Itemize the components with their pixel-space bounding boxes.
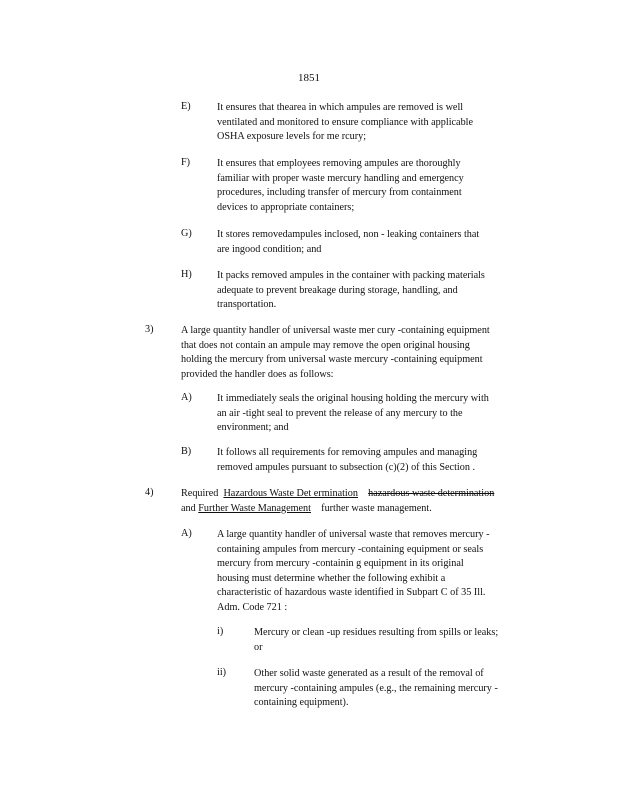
text-line: housing must determine whether the following exhibit a [217, 572, 446, 584]
text-line: Mercury or clean -up residues resulting from spills or leaks; [254, 627, 499, 638]
section-label-4: 4) [145, 487, 154, 498]
heading-rest: further waste management. [321, 502, 432, 514]
item-label-4aii: ii) [217, 667, 227, 678]
heading-required: Required [181, 488, 219, 499]
section-label-3: 3) [145, 324, 154, 335]
text-line: mercury -containing ampules (e.g., the remaining mercury - [254, 682, 498, 694]
item-label-4ai: i) [217, 626, 224, 637]
text-line: It immediately seals the original housing holding the mercury with [217, 393, 489, 404]
inserted-title: Hazardous Waste Det ermination [223, 488, 358, 499]
item-text-g [217, 228, 527, 257]
text-line: procedures, including transfer of mercury from containment [217, 187, 462, 198]
text-line: removed ampules pursuant to subsection (c)(2) of this Section . [217, 461, 476, 473]
text-line: holding the mercury from universal waste mercury -containing equipment [181, 354, 483, 365]
text-line: OSHA exposure levels for me rcury; [217, 131, 367, 142]
inserted-further: Further Waste Management [198, 502, 311, 514]
section-text-3 [181, 324, 536, 382]
item-text-3b [217, 446, 522, 475]
item-text-h [217, 269, 527, 313]
text-line: are ingood condition; and [217, 243, 322, 255]
text-line: containing equipment). [254, 697, 349, 708]
text-line: mercury from mercury -containin g equipment in its original [217, 558, 464, 569]
text-line: A large quantity handler of universal waste mer cury -containing equipment [181, 325, 490, 336]
text-line: Other solid waste generated as a result of the removal of [254, 668, 484, 679]
text-line: transportation. [217, 299, 277, 310]
item-label-h: H) [181, 269, 192, 280]
item-text-f [217, 157, 502, 215]
text-line: environment; and [217, 422, 289, 433]
text-line: Adm. Code 721 : [217, 601, 288, 613]
item-text-4aii [254, 667, 538, 711]
text-line: familiar with proper waste mercury handling and emergency [217, 172, 464, 184]
item-label-3b: B) [181, 446, 192, 457]
deleted-text: hazardous waste determination [368, 488, 495, 499]
section-heading-4 [181, 487, 551, 516]
text-line: It packs removed ampules in the container with packing materials [217, 270, 485, 281]
item-text-e [217, 101, 512, 145]
text-line: adequate to prevent breakage during storage, handling, and [217, 284, 458, 296]
text-line: ventilated and monitored to ensure compliance with applicable [217, 116, 474, 128]
text-line: devices to appropriate containers; [217, 201, 355, 213]
text-line: characteristic of hazardous waste identified in Subpart C of 35 Ill. [217, 587, 486, 598]
heading-line-2 [181, 502, 551, 517]
item-text-3a [217, 392, 537, 436]
item-text-4a [217, 528, 539, 615]
text-line: It ensures that employees removing ampules are thoroughly [217, 158, 461, 169]
text-line: an air -tight seal to prevent the release of any mercury to the [217, 407, 463, 419]
text-line: containing ampules from mercury -containing equipment or seals [217, 543, 484, 555]
text-line: A large quantity handler of universal waste that removes mercury - [217, 529, 490, 540]
text-line: It ensures that thearea in which ampules are removed is well [217, 102, 464, 113]
text-line: It follows all requirements for removing ampules and managing [217, 447, 478, 458]
heading-and: and [181, 502, 196, 514]
item-label-g: G) [181, 228, 192, 239]
item-text-4ai [254, 626, 536, 655]
text-line: provided the handler does as follows: [181, 368, 334, 380]
item-label-f: F) [181, 157, 191, 168]
item-label-3a: A) [181, 392, 192, 403]
text-line: It stores removedampules inclosed, non - leaking containers that [217, 229, 480, 240]
heading-line-1 [181, 487, 551, 502]
text-line: that does not contain an ampule may remove the open original housing [181, 339, 470, 351]
text-line: or [254, 641, 263, 653]
page-number: 1851 [298, 72, 320, 84]
item-label-4a: A) [181, 528, 192, 539]
item-label-e: E) [181, 101, 191, 112]
